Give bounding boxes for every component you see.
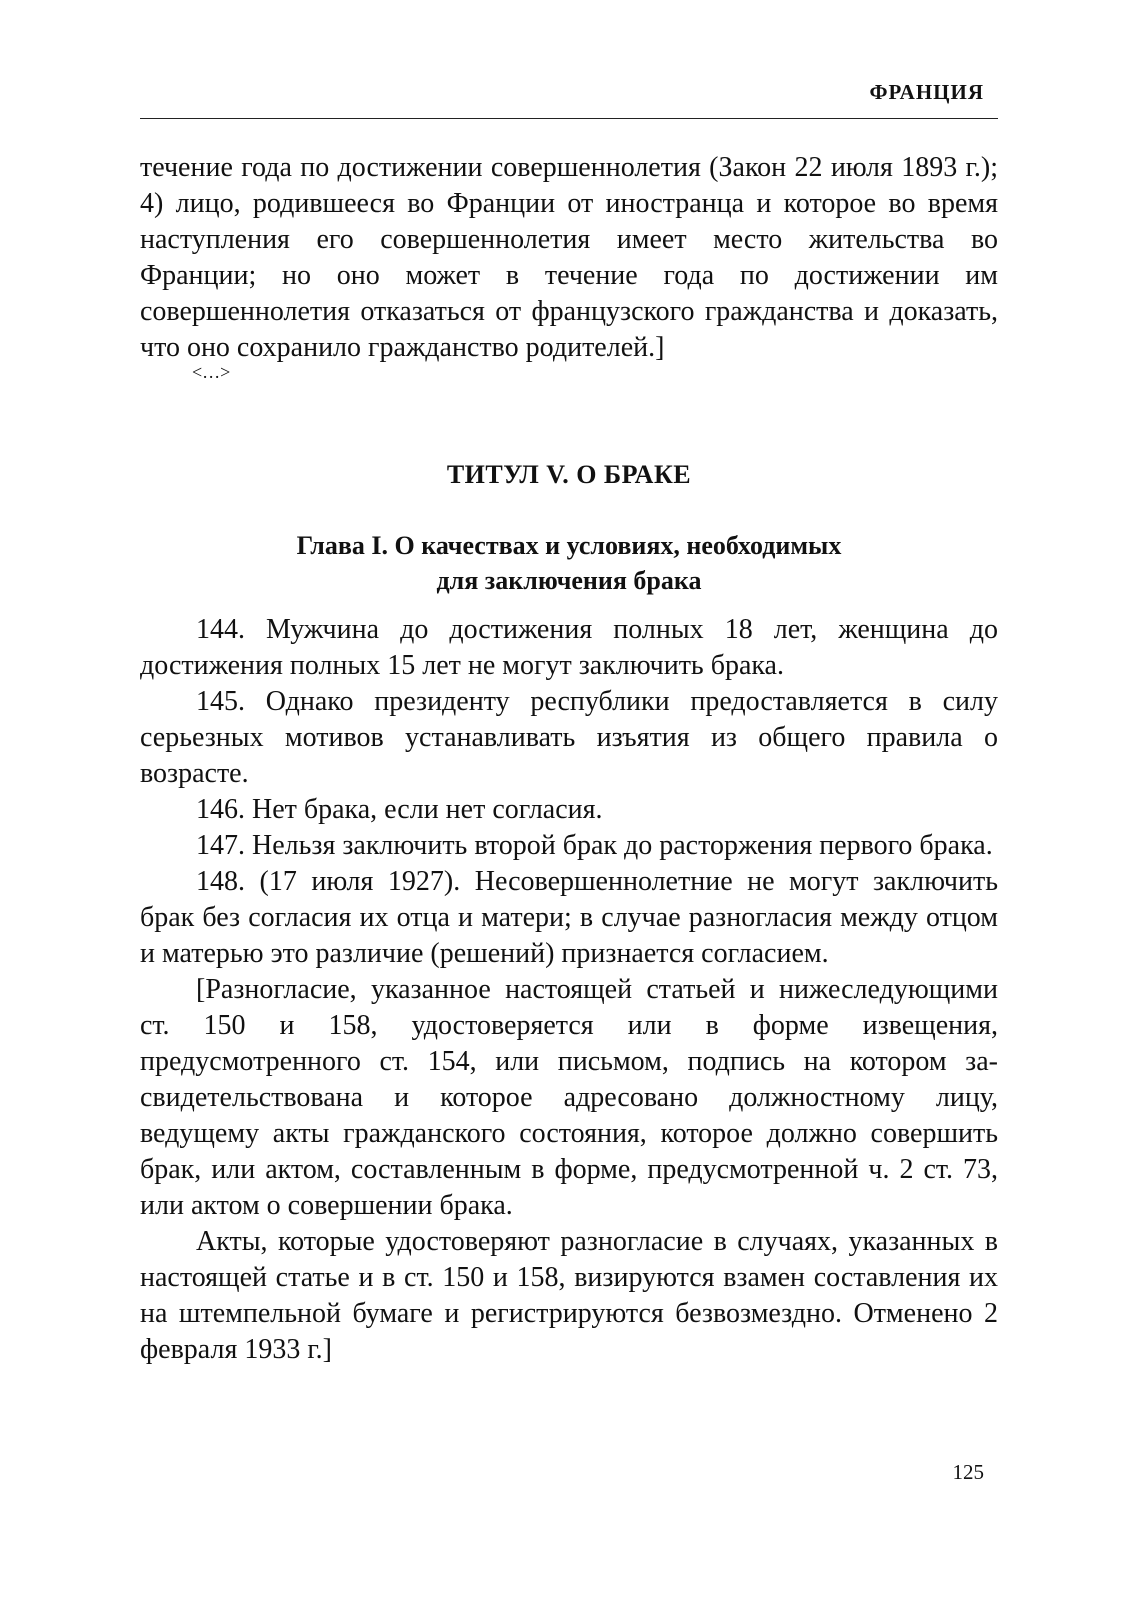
chapter-heading-line-1: Глава I. О качествах и условиях, необходимых [296, 531, 842, 560]
article-148-note-2: Акты, которые удостоверяют разногласие в случаях, указанных в настоящей статье и в ст. 150 и 158, визируются взамен составления их на штемпельной бумаге и регистрируются безвозмездно. Отменено 2 февраля 1933 г.] [140, 1226, 998, 1365]
section-title: ТИТУЛ V. О БРАКЕ [446, 460, 692, 489]
omission-mark: <…> [192, 362, 231, 382]
page-number: 125 [952, 1460, 984, 1484]
intro-paragraph: течение года по достижении совершеннолетия (Закон 22 июля 1893 г.); 4) лицо, родившееся во Франции от иностранца и которое во время наступления его совершеннолетия имеет место жительства во Франции; но оно может в течение года по достижении им совершеннолетия отказаться от французского гражданства и доказать, что оно сохранило гражданство родителей.] [140, 152, 998, 363]
article-145: 145. Однако президенту республики предоставляется в силу серьезных мотивов устанавливать изъятия из общего правила о возрасте. [140, 686, 998, 789]
article-144: 144. Мужчина до достижения полных 18 лет, женщина до достижения полных 15 лет не могут заключить брака. [140, 614, 998, 681]
header-rule [140, 118, 998, 119]
chapter-heading-line-2: для заключения брака [436, 566, 702, 595]
article-148-note-1: [Разногласие, указанное настоящей статьей и нижеследующими ст. 150 и 158, удостоверяется или в форме извещения, предусмотренного ст. 154, или письмом, подпись на котором засвидетельствована и которое адресовано должностному лицу, ведущему акты гражданского состояния, которое должно совершить брак, или актом, составленным в форме, предусмотренной ч. 2 ст. 73, или актом о совершении брака. [140, 974, 998, 1221]
intro-text [140, 150, 998, 366]
article-146: 146. Нет брака, если нет согласия. [196, 794, 603, 825]
running-head: ФРАНЦИЯ [869, 80, 984, 104]
article-147: 147. Нельзя заключить второй брак до расторжения первого брака. [196, 830, 993, 861]
articles-body [140, 612, 998, 1368]
chapter-heading [140, 528, 998, 598]
article-148: 148. (17 июля 1927). Несовершеннолетние не могут заключить брак без согласия их отца и матери; в случае разногласия между отцом и матерью это различие (решений) признается согласием. [140, 866, 998, 969]
